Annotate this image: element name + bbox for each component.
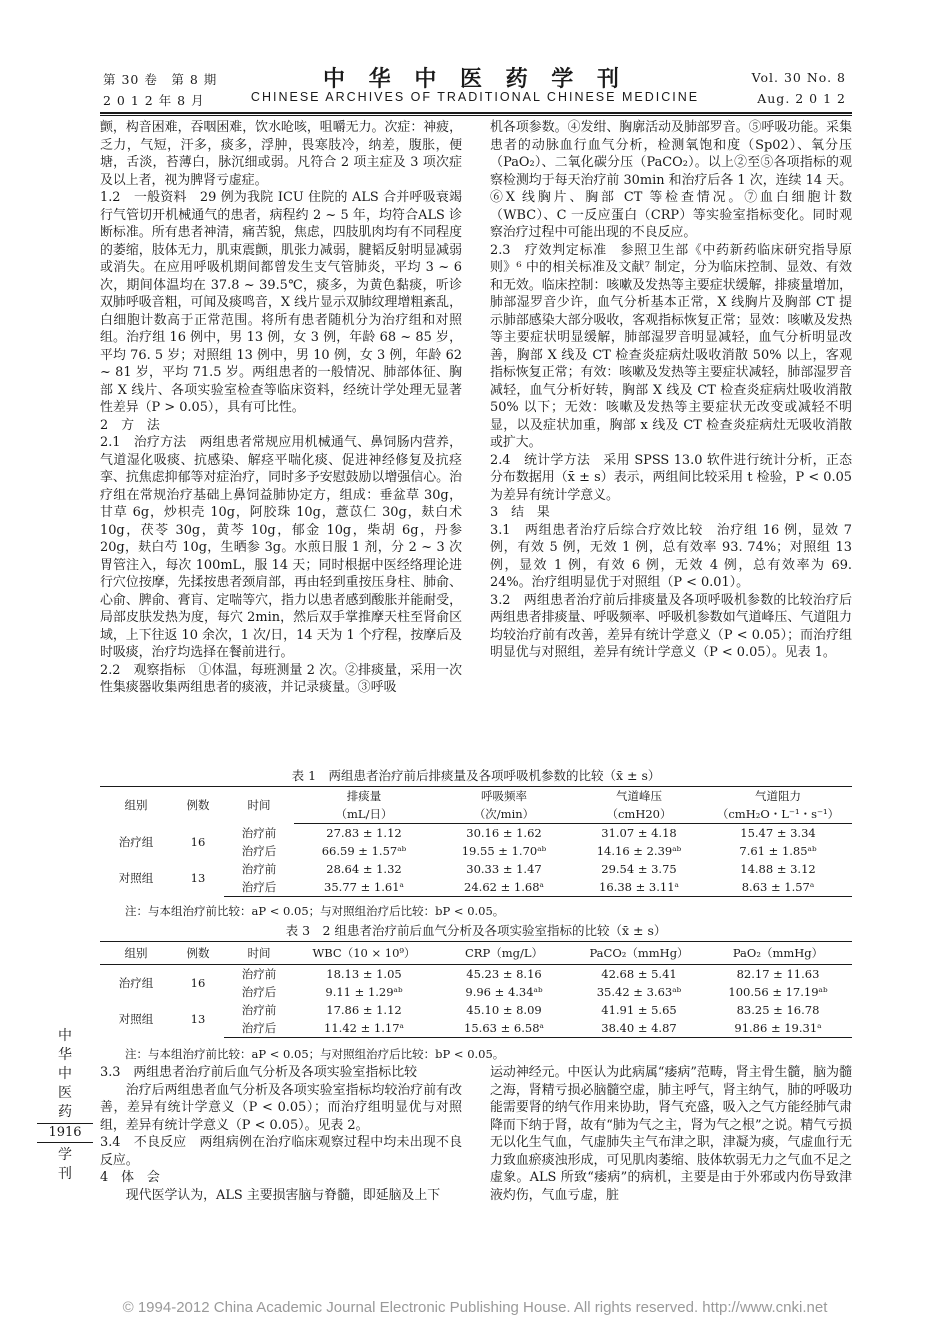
th-time: 时间 xyxy=(224,787,294,824)
cell-value: 16.38 ± 3.11ᵃ xyxy=(574,878,704,897)
th-sputum-unit: （mL/日） xyxy=(294,805,434,824)
cell-value: 9.11 ± 1.29ᵃᵇ xyxy=(325,985,403,999)
cell-value: 7.61 ± 1.85ᵃᵇ xyxy=(739,844,817,858)
cell-group: 治疗组 xyxy=(118,976,154,990)
cell-value: 18.13 ± 1.05 xyxy=(326,967,402,981)
th-wbc: WBC（10 × 10⁹） xyxy=(294,942,434,965)
th-resistance: 气道阻力 xyxy=(704,787,852,806)
section-heading: 4 体 会 xyxy=(100,1170,160,1185)
paragraph: 3.1 两组患者治疗后综合疗效比较 治疗组 16 例，显效 7 例，有效 5 例，无效 1 例，总有效率 93. 74%；对照组 13 例，显效 1 例，有效 6 例，无效 4 例，总有效率为 69. 24%。治疗组明显优于对照组（P < 0.01）。 xyxy=(490,522,852,590)
th-paco2: PaCO₂（mmHg） xyxy=(574,942,704,965)
paragraph: 运动神经元。中医认为此病属“痿病”范畴，肾主骨生髓，脑为髓之海，肾精亏损必脑髓空虚，肺主呼气，肾主纳气，肺的呼吸功能需要肾的纳气作用来协助，肾气充盛，吸入之气方能经肺气肃降而下纳于肾，故有“肺为气之主，肾为气之根”之说。精气亏损无以化生气血，气虚肺失主气布津之职，津凝为痰，气虚血行无力致血瘀痰浊形成，可见肌肉萎缩、肢体软弱无力之气血不足之虚象。ALS 所致“痿病”的病机，主要是由于外邪或内伤导致津液灼伤，气血亏虚，脏 xyxy=(490,1065,852,1203)
side-journal-name xyxy=(50,1027,80,1122)
side-journal-name-text: 中华中医药 xyxy=(58,1028,72,1120)
cell-value: 14.88 ± 3.12 xyxy=(740,862,816,876)
cell-value: 35.42 ± 3.63ᵃᵇ xyxy=(596,985,682,999)
cell-cases: 16 xyxy=(190,976,206,990)
journal-title-en: CHINESE ARCHIVES OF TRADITIONAL CHINESE MEDICINE xyxy=(250,90,700,104)
th-resp-rate: 呼吸频率 xyxy=(434,787,574,806)
table1-caption: 表 1 两组患者治疗前后排痰量及各项呼吸机参数的比较（x̄ ± s） xyxy=(291,768,661,783)
date-en: Aug. 2 0 1 2 xyxy=(757,91,846,106)
cell-value: 24.62 ± 1.68ᵃ xyxy=(434,878,574,897)
cell-cases: 13 xyxy=(190,871,206,886)
right-column xyxy=(490,119,852,662)
cell-time: 治疗前 xyxy=(241,862,277,876)
cell-time: 治疗后 xyxy=(224,1019,294,1038)
th-group: 组别 xyxy=(100,942,172,965)
cell-value: 15.47 ± 3.34 xyxy=(740,826,816,840)
volume-issue-cn: 第 30 卷 第 8 期 xyxy=(103,72,218,87)
th-peak-pressure-unit: （cmH20） xyxy=(574,805,704,824)
th-resistance-unit: （cmH₂O・L⁻¹・s⁻¹） xyxy=(704,805,852,824)
cell-cases: 16 xyxy=(190,834,206,849)
th-sputum: 排痰量 xyxy=(294,787,434,806)
cell-value: 15.63 ± 6.58ᵃ xyxy=(434,1019,574,1038)
cell-value: 29.54 ± 3.75 xyxy=(601,862,677,876)
cell-value: 91.86 ± 19.31ᵃ xyxy=(704,1019,852,1038)
cell-value: 45.10 ± 8.09 xyxy=(466,1003,542,1017)
cell-value: 31.07 ± 4.18 xyxy=(601,826,677,840)
cell-time: 治疗前 xyxy=(241,825,277,840)
left-column xyxy=(100,119,462,697)
th-crp: CRP（mg/L） xyxy=(434,942,574,965)
cell-cases: 13 xyxy=(190,1012,206,1027)
cell-time: 治疗前 xyxy=(241,1003,277,1017)
cell-value: 11.42 ± 1.17ᵃ xyxy=(294,1019,434,1038)
cell-group: 治疗组 xyxy=(118,834,154,849)
cell-time: 治疗后 xyxy=(241,985,277,999)
date-cn: 2 0 1 2 年 8 月 xyxy=(103,93,205,108)
paragraph: 2.4 统计学方法 采用 SPSS 13.0 软件进行统计分析，正态分布数据用（x̄ ± s）表示，两组间比较采用 t 检验，P < 0.05 为差异有统计学意义。 xyxy=(490,452,852,503)
paragraph: 2.3 疗效判定标准 参照卫生部《中药新药临床研究指导原则》⁶ 中的相关标准及文献⁷ 制定，分为临床控制、显效、有效和无效。临床控制：咳嗽及发热等主要症状缓解，排痰量增加，肺部湿罗音少许，血气分析基本正常，X 线胸片及胸部 CT 提示肺部感染大部分吸收，客观指标恢复正常；显效：咳嗽及发热等主要症状明显缓解，肺部湿罗音明显减轻，血气分析明显改善，胸部 X 线及 CT 检查炎症病灶吸收消散 50% 以上，客观指标恢复正常；有效：咳嗽及发热等主要症状减轻，肺部湿罗音减轻，血气分析好转，胸部 X 线及 CT 检查炎症病灶吸收消散 50% 以下；无效：咳嗽及发热等主要症状无改变或减轻不明显，以及症状加重，胸部 x 线及 CT 检查炎症病灶无吸收消散或扩大。 xyxy=(490,242,852,450)
cell-value: 82.17 ± 11.63 xyxy=(736,967,820,981)
cell-group: 对照组 xyxy=(118,871,154,886)
side-journal-name-bottom xyxy=(50,1146,80,1184)
bottom-right-column xyxy=(490,1064,852,1204)
cell-value: 100.56 ± 17.19ᵃᵇ xyxy=(728,985,828,999)
table1-note: 注：与本组治疗前比较：aP < 0.05；与对照组治疗后比较：bP < 0.05。 xyxy=(125,904,505,918)
paragraph: 1.2 一般资料 29 例为我院 ICU 住院的 ALS 合并呼吸衰竭行气管切开机械通气的患者，病程约 2 ~ 5 年，均符合ALS 诊断标准。所有患者神清，痛苦貌，焦虑，四肢肌肉均有不同程度的萎缩，肢体无力，肌束震颤，肌张力减弱，腱韬反射明显减弱或消失。在应用呼吸机期间都曾发生支气管肺炎，平均 3 ~ 6 次，期间体温均在 37.8 ~ 39.5℃，痰多，为黄色黏痰，听诊双肺呼吸音粗，可闻及痰鸣音，X 线片显示双肺纹理增粗紊乱，白细胞计数高于正常范围。将所有患者随机分为治疗组和对照组。治疗组 16 例中，男 13 例，女 3 例，年龄 68 ~ 85 岁，平均 76. 5 岁；对照组 13 例中，男 10 例，女 3 例，年龄 62 ~ 81 岁，平均 71.5 岁。两组患者的一般情况、肺部体征、胸部 X 线片、各项实验室检查等临床资料，经统计学处理无显著性差异（P > 0.05），具有可比性。 xyxy=(100,190,462,415)
paragraph: 机各项参数。④发绀、胸廓活动及肺部罗音。⑤呼吸功能。采集患者的动脉血行血气分析，检测氧饱和度（Sp02）、氧分压（PaO₂）、二氧化碳分压（PaCO₂）。以上②至⑤各项指标的观察检测均于每天治疗前 30min 和治疗后各 1 次，连续 14 天。⑥X 线胸片、胸部 CT 等检查情况。⑦血白细胞计数（WBC）、C 一反应蛋白（CRP）等实验室指标变化。同时观察治疗过程中可能出现的不良反应。 xyxy=(490,120,852,240)
paragraph: 现代医学认为，ALS 主要损害脑与脊髓，即延脑及上下 xyxy=(125,1187,441,1203)
cell-value: 19.55 ± 1.70ᵃᵇ xyxy=(461,844,547,858)
cell-value: 35.77 ± 1.61ᵃ xyxy=(294,878,434,897)
th-cases: 例数 xyxy=(172,942,224,965)
cell-value: 17.86 ± 1.12 xyxy=(326,1003,402,1017)
paragraph: 颤，构音困难，吞咽困难，饮水呛咳，咀嚼无力。次症：神疲，乏力，气短，汗多，痰多，浮肿，畏寒肢冷，纳差，腹胀，便塘，舌淡，苔薄白，脉沉细或弱。凡符合 2 项主症及 3 项次症及以上者，视为脾肾亏虚症。 xyxy=(100,120,462,188)
table1 xyxy=(100,786,852,897)
cell-value: 9.96 ± 4.34ᵃᵇ xyxy=(465,985,543,999)
paragraph: 2.1 治疗方法 两组患者常规应用机械通气、鼻饲肠内营养，气道湿化吸痰、抗感染、解痉平喘化痰、促进神经修复及抗痉挛、抗焦虑抑郁等对症治疗，同时多予安慰鼓励以增强信心。治疗组在常规治疗基础上鼻饲益肺协定方，组成：垂盆草 30g，甘草 6g，炒枳壳 10g，阿胶珠 10g，薏苡仁 30g，麸白术 10g，茯苓 30g，黄芩 10g，郁金 10g，柴胡 6g，丹参 20g，麸白芍 10g，生晒参 3g。水煎日服 1 剂，分 2 ~ 3 次胃管注入，每次 100mL，服 14 天；同时根据中医经络理论进行穴位按摩，先揉按患者颈肩部，再由轻到重按压身柱、肺俞、心俞、脾俞、膏肓、定喘等穴，指力以患者感到酸胀并能耐受，局部皮肤发热为度，每穴 2min，然后双手掌推摩天柱至肾俞区域，上下往返 10 余次，1 次/日，14 天为 1 个疗程，按摩后及时吸痰，治疗均选择在餐前进行。 xyxy=(100,435,462,660)
th-resp-rate-unit: （次/min） xyxy=(434,805,574,824)
th-pao2: PaO₂（mmHg） xyxy=(704,942,852,965)
paragraph: 2.2 观察指标 ①体温，每班测量 2 次。②排痰量，采用一次性集痰器收集两组患者的痰液，并记录痰量。③呼吸 xyxy=(100,662,462,695)
cell-value: 38.40 ± 4.87 xyxy=(574,1019,704,1038)
side-page-number: 1916 xyxy=(37,1123,93,1143)
cell-value: 30.16 ± 1.62 xyxy=(466,826,542,840)
header-rule-thin xyxy=(100,115,852,116)
th-peak-pressure: 气道峰压 xyxy=(574,787,704,806)
th-time: 时间 xyxy=(224,942,294,965)
th-cases: 例数 xyxy=(172,787,224,824)
cell-value: 8.63 ± 1.57ᵃ xyxy=(704,878,852,897)
section-heading: 3 结 果 xyxy=(490,505,550,520)
cell-value: 42.68 ± 5.41 xyxy=(601,967,677,981)
header-rule xyxy=(100,112,852,114)
table2-note: 注：与本组治疗前比较：aP < 0.05；与对照组治疗后比较：bP < 0.05。 xyxy=(125,1047,505,1061)
cell-value: 27.83 ± 1.12 xyxy=(326,826,402,840)
bottom-left-column xyxy=(100,1064,462,1204)
cell-group: 对照组 xyxy=(118,1012,154,1027)
section-heading: 2 方 法 xyxy=(100,417,160,433)
cell-value: 14.16 ± 2.39ᵃᵇ xyxy=(596,844,682,858)
side-journal-name-bottom-text: 学刊 xyxy=(58,1147,72,1182)
paragraph: 3.2 两组患者治疗前后排痰量及各项呼吸机参数的比较治疗后两组患者排痰量、呼吸频率、呼吸机参数如气道峰压、气道阻力均较治疗前有改善，差异有统计学意义（P < 0.05）；而治疗组明显优与对照组，差异有统计学意义（P < 0.05）。见表 1。 xyxy=(490,592,852,660)
cell-time: 治疗后 xyxy=(241,844,277,858)
paragraph: 3.4 不良反应 两组病例在治疗临床观察过程中均未出现不良反应。 xyxy=(100,1135,462,1168)
copyright-footer: © 1994-2012 China Academic Journal Electronic Publishing House. All rights reserved. http://www.cnki.net xyxy=(122,1299,828,1316)
th-group: 组别 xyxy=(100,787,172,824)
journal-title-cn: 中 华 中 医 药 学 刊 xyxy=(323,66,627,92)
cell-value: 28.64 ± 1.32 xyxy=(326,862,402,876)
cell-value: 41.91 ± 5.65 xyxy=(601,1003,677,1017)
cell-time: 治疗后 xyxy=(224,878,294,897)
table2 xyxy=(100,941,852,1038)
cell-value: 30.33 ± 1.47 xyxy=(466,862,542,876)
subsection-heading: 3.3 两组患者治疗前后血气分析及各项实验室指标比较 xyxy=(100,1065,417,1080)
cell-value: 45.23 ± 8.16 xyxy=(466,967,542,981)
cell-value: 83.25 ± 16.78 xyxy=(736,1003,820,1017)
cell-value: 66.59 ± 1.57ᵃᵇ xyxy=(321,844,407,858)
volume-issue-en: Vol. 30 No. 8 xyxy=(751,70,846,85)
cell-time: 治疗前 xyxy=(241,967,277,981)
table2-caption: 表 3 2 组患者治疗前后血气分析及各项实验室指标的比较（x̄ ± s） xyxy=(285,923,667,938)
paragraph: 治疗后两组患者血气分析及各项实验室指标均较治疗前有改善，差异有统计学意义（P < 0.05）；而治疗组明显优与对照组，差异有统计学意义（P < 0.05）。见表 2。 xyxy=(100,1082,462,1133)
